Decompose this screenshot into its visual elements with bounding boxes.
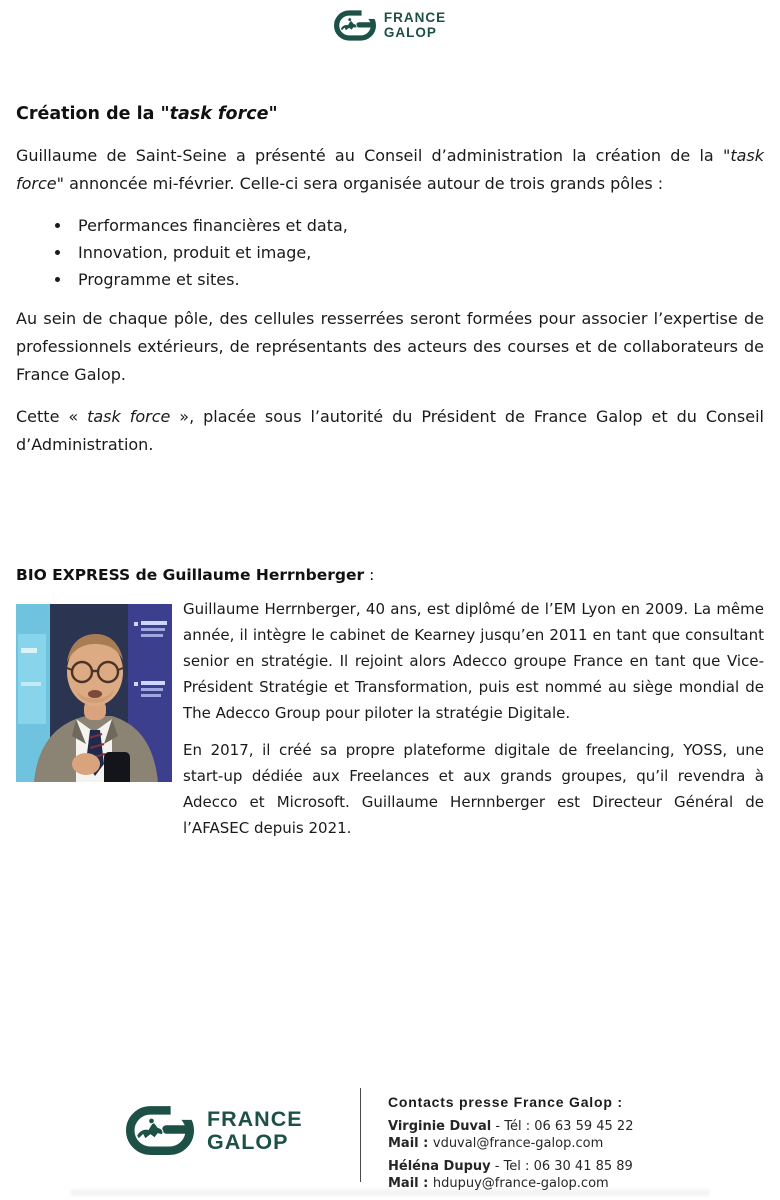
footer-logo (126, 1106, 303, 1155)
contact-mail-line (388, 1135, 633, 1152)
bio-row (16, 596, 764, 852)
next-page-edge-artifact (70, 1189, 710, 1196)
header-logo-wordmark (384, 11, 446, 39)
bullet-item-1: • Performances financières et data, (72, 212, 764, 239)
article-body (16, 104, 764, 473)
footer-logo-wordmark (207, 1108, 303, 1153)
bio-paragraph-1: Guillaume Herrnberger, 40 ans, est diplômé de l’EM Lyon en 2009. La même année, il intègre le cabinet de Kearney jusqu’en 2011 en tant que consultant senior en stratégie. Il rejoint alors Adecco groupe France en tant que Vice-Président Stratégie et Transformation, puis est nommé au siège mondial de The Adecco Group pour piloter la stratégie Digitale. (183, 600, 764, 722)
bullet-item-2: • Innovation, produit et image, (72, 239, 764, 266)
contact-phone-line (388, 1158, 633, 1175)
contact-helena-dupuy (388, 1158, 633, 1192)
footer-logo-line2: GALOP (207, 1129, 289, 1154)
contact-separator: - (490, 1159, 504, 1174)
france-galop-emblem-icon (126, 1106, 194, 1155)
contact-tel-number: 06 30 41 85 89 (533, 1159, 633, 1174)
contact-tel-label: Tél : (504, 1119, 535, 1134)
article-paragraph-2: Au sein de chaque pôle, des cellules resserrées seront formées pour associer l’expertise de professionnels extérieurs, de représentants des acteurs des courses et de collaborateurs de France Galop. (16, 309, 764, 384)
article-paragraph-3: Cette « task force », placée sous l’autorité du Président de France Galop et du Conseil d’Administration. (16, 407, 764, 454)
contact-email: vduval@france-galop.com (432, 1136, 604, 1151)
header-logo (0, 10, 780, 41)
contact-email: hdupuy@france-galop.com (432, 1176, 609, 1191)
contact-virginie-duval (388, 1118, 633, 1152)
contact-name: Virginie Duval (388, 1119, 492, 1134)
contact-separator: - (491, 1119, 505, 1134)
bio-paragraph-2: En 2017, il créé sa propre plateforme digitale de freelancing, YOSS, une start-up dédiée aux Freelances et aux grands groupes, qu’il revendra à Adecco et Microsoft. Guillaume Hernnberger est Directeur Général de l’AFASEC depuis 2021. (183, 741, 764, 837)
article-title: Création de la "task force" (16, 104, 278, 124)
france-galop-emblem-icon (334, 10, 376, 41)
contact-tel-label: Tel : (503, 1159, 534, 1174)
bio-express-section (16, 566, 764, 852)
footer-logo-line1: FRANCE (207, 1106, 303, 1131)
poles-bullet-list (16, 212, 764, 293)
bullet-item-3: • Programme et sites. (72, 266, 764, 293)
contact-mail-label: Mail : (388, 1136, 433, 1151)
contacts-title: Contacts presse France Galop : (388, 1094, 623, 1110)
bio-text-column (183, 596, 764, 852)
portrait-photo (16, 604, 172, 782)
article-paragraph-1: Guillaume de Saint-Seine a présenté au Conseil d’administration la création de la "task force" annoncée mi-février. Celle-ci sera organisée autour de trois grands pôles : (16, 146, 764, 193)
contact-mail-label: Mail : (388, 1176, 433, 1191)
contact-tel-number: 06 63 59 45 22 (534, 1119, 634, 1134)
contact-name: Héléna Dupuy (388, 1159, 491, 1174)
bio-heading: BIO EXPRESS de Guillaume Herrnberger : (16, 566, 375, 584)
footer-vertical-divider (360, 1088, 361, 1182)
header-logo-line2: GALOP (383, 24, 437, 40)
header-logo-line1: FRANCE (383, 10, 447, 26)
press-contacts (388, 1094, 633, 1198)
contact-phone-line (388, 1118, 633, 1135)
